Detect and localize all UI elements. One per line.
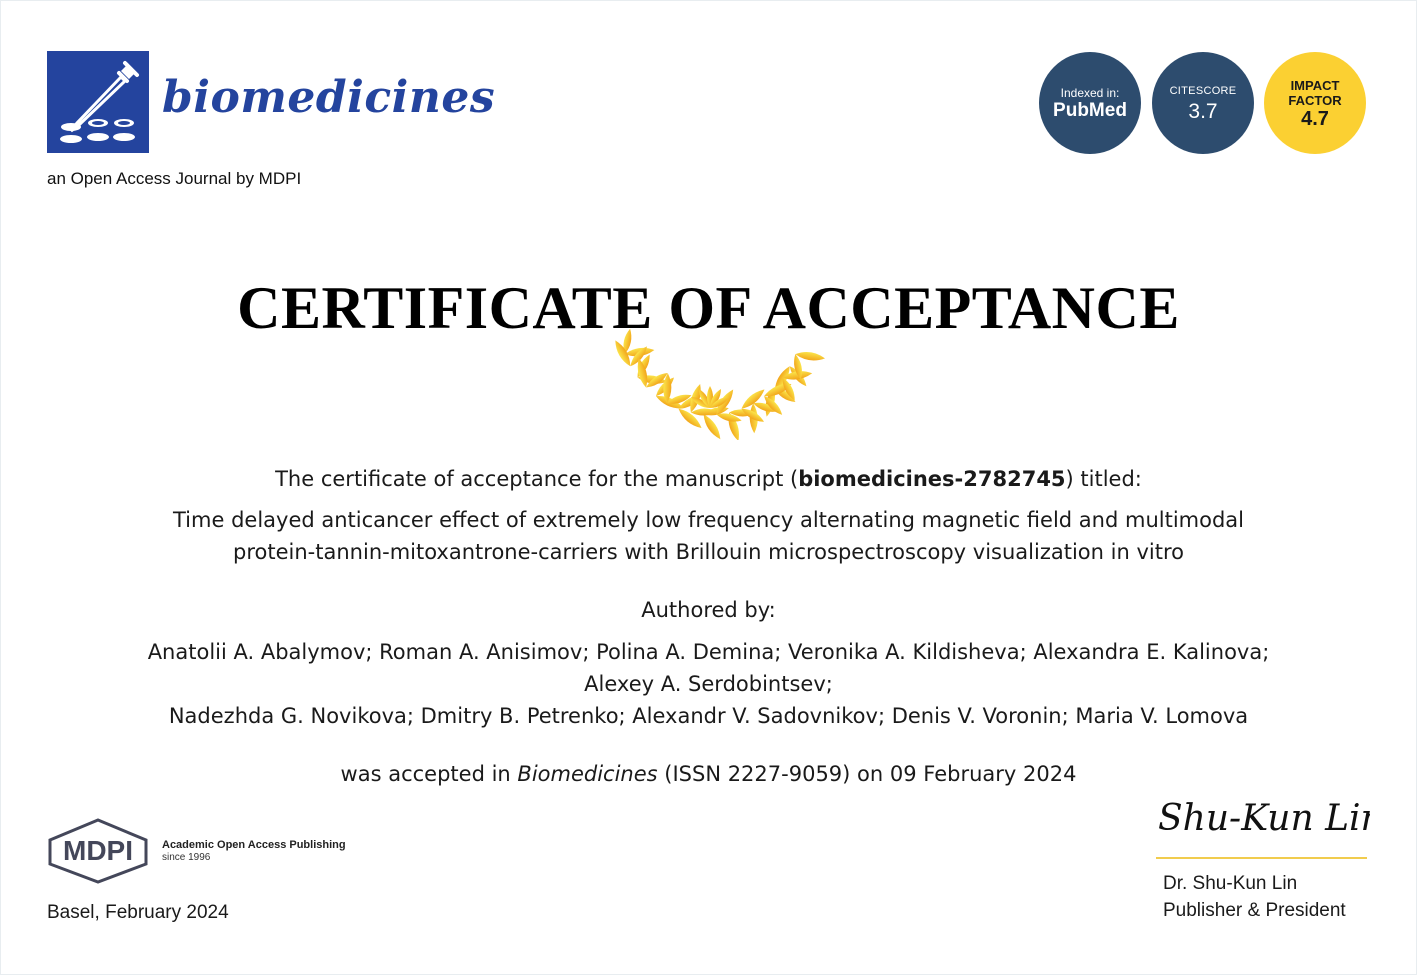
signer-role: Publisher & President: [1163, 900, 1346, 921]
authors-line1: Anatolii A. Abalymov; Roman A. Anisimov; Polina A. Demina; Veronika A. Kildisheva; Alexandra E. Kalinova;: [147, 640, 1270, 664]
acceptance-after: (ISSN 2227-9059) on 09 February 2024: [657, 762, 1077, 786]
pubmed-badge: [1039, 52, 1141, 154]
authored-by-label: Authored by:: [641, 598, 776, 622]
dropper-test-tubes-icon: [47, 51, 149, 153]
acceptance-journal: Biomedicines: [517, 762, 658, 786]
citescore-label: CITESCORE: [1169, 85, 1237, 97]
impact-label-line1: IMPACT: [1290, 78, 1340, 93]
impact-factor-badge: [1264, 52, 1366, 154]
intro-before: The certificate of acceptance for the manuscript (: [275, 467, 799, 491]
certificate-title: CERTIFICATE OF ACCEPTANCE: [237, 275, 1180, 341]
place-date: Basel, February 2024: [47, 902, 229, 923]
acceptance-line: [0, 762, 1417, 786]
impact-label-line2: FACTOR: [1288, 93, 1342, 108]
citescore-value: 3.7: [1188, 100, 1218, 123]
acceptance-before: was accepted in: [340, 762, 518, 786]
signature-rule: [1156, 857, 1367, 859]
citescore-badge: [1152, 52, 1254, 154]
manuscript-title-line2: protein-tannin-mitoxantrone-carriers with Brillouin microspectroscopy visualization in vitro: [233, 540, 1184, 564]
mdpi-logo-text: MDPI: [63, 835, 133, 866]
impact-label: [1264, 52, 1366, 108]
authors-line3: Nadezhda G. Novikova; Dmitry B. Petrenko; Alexandr V. Sadovnikov; Denis V. Voronin; Maria V. Lomova: [168, 704, 1249, 728]
pubmed-label: Indexed in:: [1060, 86, 1120, 100]
signer-name: Dr. Shu-Kun Lin: [1163, 873, 1298, 894]
intro-after: ) titled:: [1065, 467, 1142, 491]
manuscript-title-line1: Time delayed anticancer effect of extremely low frequency alternating magnetic field and multimodal: [173, 508, 1244, 532]
manuscript-id: biomedicines-2782745: [798, 467, 1066, 491]
journal-subtitle: an Open Access Journal by MDPI: [47, 169, 302, 188]
signature: [1150, 788, 1370, 848]
mdpi-logo: [46, 818, 150, 884]
journal-name: biomedicines: [162, 72, 496, 123]
impact-value: 4.7: [1301, 108, 1329, 130]
mdpi-since: since 1996: [162, 852, 211, 863]
pubmed-value: PubMed: [1053, 100, 1127, 121]
authors-line2: Alexey A. Serdobintsev;: [584, 672, 833, 696]
signature-text: Shu-Kun Lin: [1158, 798, 1370, 839]
intro-line: [0, 467, 1417, 491]
mdpi-tagline: Academic Open Access Publishing: [162, 839, 346, 851]
